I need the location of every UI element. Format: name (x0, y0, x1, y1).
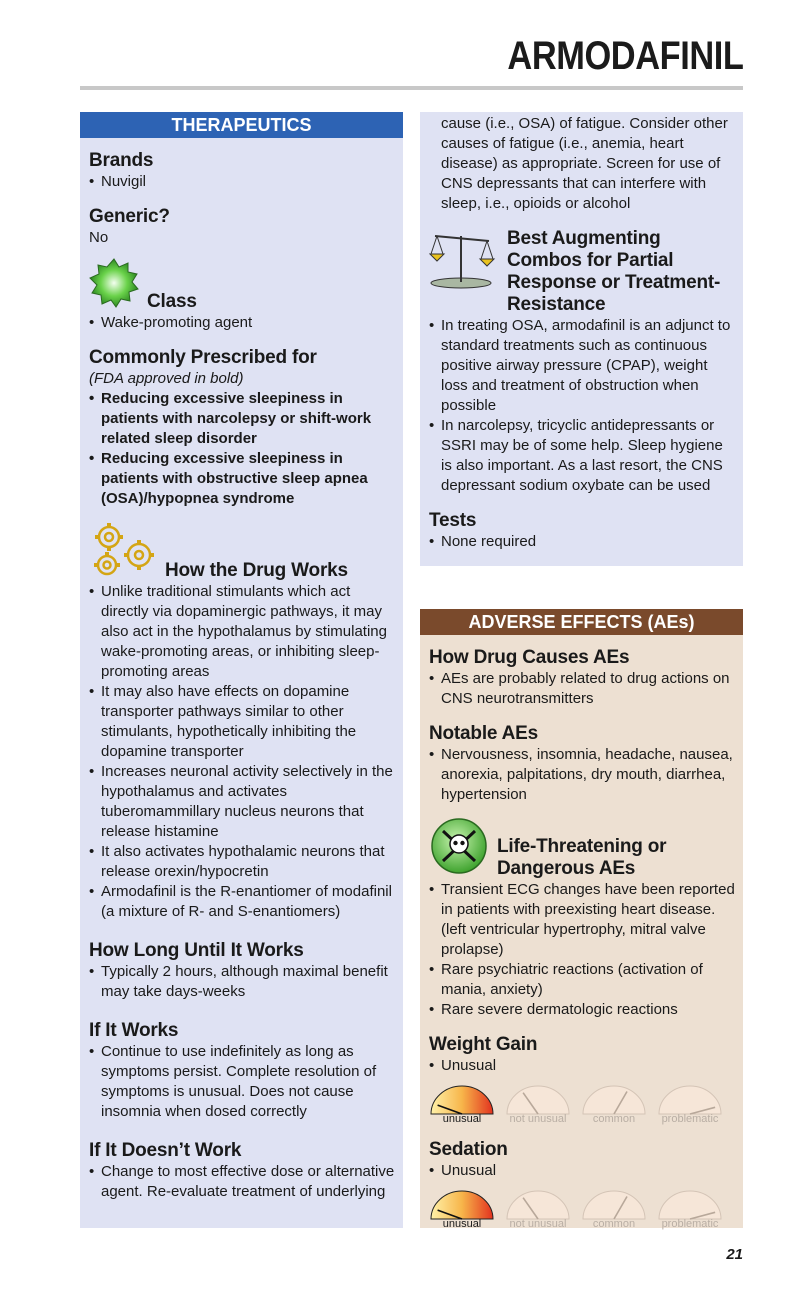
list-item: • Typically 2 hours, although maximal benefit may take days-weeks (89, 962, 395, 1002)
ifworks-heading: If It Works (89, 1020, 179, 1041)
gauge-label: common (592, 1218, 636, 1230)
skull-crossbones-icon (429, 817, 489, 880)
weight-gauge-row (429, 1084, 735, 1125)
gauge-not-unusual (505, 1084, 571, 1125)
list-item: • Transient ECG changes have been reported in patients with preexisting heart disease. (left ventricular hypertrophy, mitral valve prolapse) (429, 880, 735, 960)
weight-heading: Weight Gain (429, 1034, 538, 1055)
adverse-header: ADVERSE EFFECTS (AEs) (420, 609, 743, 635)
gauge-common (581, 1189, 647, 1230)
therapeutics-header: THERAPEUTICS (80, 112, 403, 138)
notable-heading: Notable AEs (429, 723, 539, 744)
sedation-heading: Sedation (429, 1139, 508, 1160)
howlong-list (89, 962, 395, 1002)
list-item: • It may also have effects on dopamine transporter pathways similar to other stimulants, hypothetically inhibiting the dopamine transporter (89, 682, 395, 762)
list-item: • Reducing excessive sleepiness in patients with obstructive sleep apnea (OSA)/hypopnea syndrome (89, 449, 395, 509)
brands-heading: Brands (89, 150, 154, 171)
gauge-not-unusual (505, 1189, 571, 1230)
adverse-effects-panel (420, 609, 743, 1228)
list-item: • Nervousness, insomnia, headache, nausea, anorexia, palpitations, dry mouth, diarrhea, hypertension (429, 745, 735, 805)
page-title: ARMODAFINIL (506, 34, 743, 78)
list-item: • Nuvigil (89, 172, 395, 192)
list-item: • Wake-promoting agent (89, 313, 395, 333)
list-item: • Reducing excessive sleepiness in patients with narcolepsy or shift-work related sleep disorder (89, 389, 395, 449)
causes-heading: How Drug Causes AEs (429, 647, 630, 668)
list-item: • Unusual (429, 1161, 735, 1181)
page-number: 21 (726, 1246, 743, 1263)
gauge-label: unusual (442, 1113, 482, 1125)
list-item: • Rare severe dermatologic reactions (429, 1000, 735, 1020)
list-item: • Continue to use indefinitely as long as symptoms persist. Complete resolution of symptoms is unusual. Does not cause insomnia when dosed correctly (89, 1042, 395, 1122)
sedation-list (429, 1161, 735, 1181)
class-star-icon (89, 258, 139, 313)
class-heading: Class (147, 291, 197, 312)
combos-heading: Best Augmenting Combos for Partial Response or Treatment-Resistance (507, 228, 721, 315)
gauge-label: unusual (442, 1218, 482, 1230)
gears-icon (89, 521, 157, 582)
prescribed-note: (FDA approved in bold) (89, 370, 244, 387)
notable-list (429, 745, 735, 805)
sedation-gauge-row (429, 1189, 735, 1230)
list-item: • Unusual (429, 1056, 735, 1076)
combos-list (429, 316, 735, 496)
gauge-common (581, 1084, 647, 1125)
weight-list (429, 1056, 735, 1076)
works-list (89, 582, 395, 922)
continued-text: cause (i.e., OSA) of fatigue. Consider other causes of fatigue (i.e., anemia, heart disease) as appropriate. Screen for use of CNS depressants that can interfere with sleep, i.e., opioids or alcohol (441, 115, 728, 212)
list-item: • Unlike traditional stimulants which act directly via dopaminergic pathways, it may also act in the hypothalamus by stimulating wake-promoting areas, or inhibiting sleep-promoting areas (89, 582, 395, 682)
therapeutics-panel (80, 112, 403, 1228)
balance-scale-icon (429, 228, 497, 295)
list-item: • Rare psychiatric reactions (activation of mania, anxiety) (429, 960, 735, 1000)
list-item: • AEs are probably related to drug actions on CNS neurotransmitters (429, 669, 735, 709)
gauge-label: common (592, 1113, 636, 1125)
gauge-unusual (429, 1189, 495, 1230)
tests-list (429, 532, 735, 552)
gauge-unusual (429, 1084, 495, 1125)
generic-value: No (89, 229, 109, 246)
generic-heading: Generic? (89, 206, 170, 227)
tests-heading: Tests (429, 510, 477, 531)
danger-list (429, 880, 735, 1020)
gauge-problematic (657, 1189, 723, 1230)
list-item: • In treating OSA, armodafinil is an adjunct to standard treatments such as continuous positive airway pressure (CPAP), weight loss and treatment of obstruction when possible (429, 316, 735, 416)
causes-list (429, 669, 735, 709)
prescribed-heading: Commonly Prescribed for (89, 347, 317, 368)
gauge-label: problematic (661, 1218, 719, 1230)
gauge-label: not unusual (509, 1113, 567, 1125)
class-list (89, 313, 395, 333)
ifnot-heading: If It Doesn’t Work (89, 1140, 242, 1161)
therapeutics-continued-panel (420, 112, 743, 566)
gauge-label: not unusual (509, 1218, 567, 1230)
list-item: • Increases neuronal activity selectively in the hypothalamus and activates tuberomammillary nucleus neurons that release histamine (89, 762, 395, 842)
danger-heading: Life-Threatening or Dangerous AEs (497, 836, 667, 879)
list-item: • None required (429, 532, 735, 552)
works-heading: How the Drug Works (165, 560, 348, 581)
list-item: • In narcolepsy, tricyclic antidepressants or SSRI may be of some help. Sleep hygiene is also important. As a last resort, the CNS depressant sodium oxybate can be used (429, 416, 735, 496)
ifnot-list (89, 1162, 395, 1202)
title-rule (80, 86, 743, 90)
ifworks-list (89, 1042, 395, 1122)
list-item: • It also activates hypothalamic neurons that release orexin/hypocretin (89, 842, 395, 882)
howlong-heading: How Long Until It Works (89, 940, 304, 961)
gauge-label: problematic (661, 1113, 719, 1125)
list-item: • Change to most effective dose or alternative agent. Re-evaluate treatment of underlying (89, 1162, 395, 1202)
gauge-problematic (657, 1084, 723, 1125)
prescribed-list (89, 389, 395, 509)
brands-list (89, 172, 395, 192)
list-item: • Armodafinil is the R-enantiomer of modafinil (a mixture of R- and S-enantiomers) (89, 882, 395, 922)
